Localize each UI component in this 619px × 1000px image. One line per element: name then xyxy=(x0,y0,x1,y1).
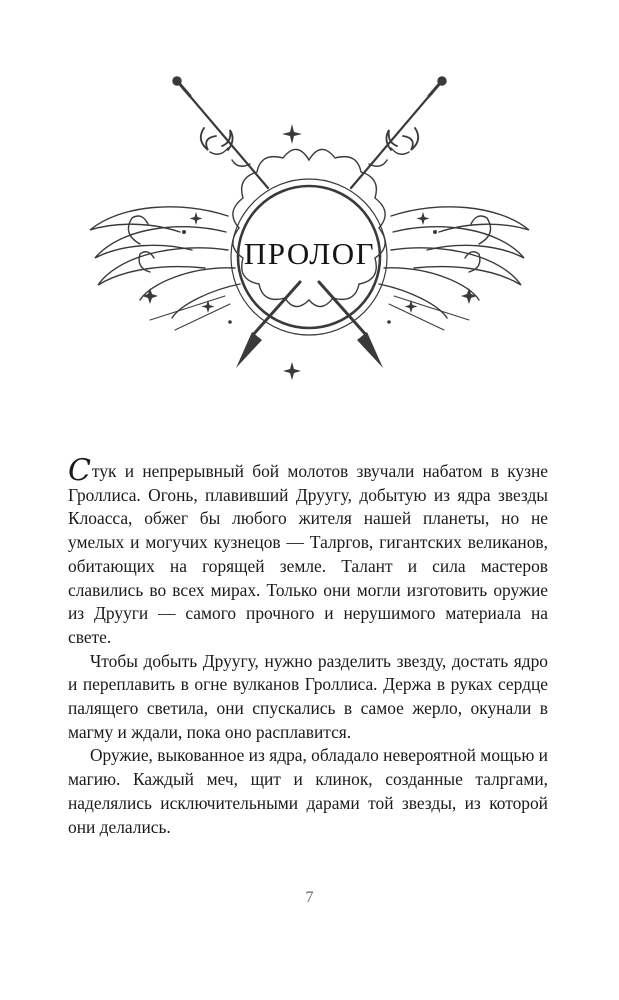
paragraph: Чтобы добыть Друугу, нужно разделить звезду, достать ядро и переплавить в огне вулканов Гроллиса. Держа в руках сердце палящего светила, они спускались в самое жерло, окунали в магму и ждали, пока оно расплавится. xyxy=(68,650,548,742)
paragraph: Оружие, выкованное из ядра, обладало невероятной мощью и магию. Каждый меч, щит и клинок, созданные талргами, наделялись исключительными дарами той звезды, из которой они делались. xyxy=(68,745,548,837)
dropcap: С xyxy=(68,453,91,488)
chapter-title: ПРОЛОГ xyxy=(243,236,376,271)
medallion-frame xyxy=(233,149,385,306)
left-sword-icon xyxy=(173,77,300,368)
paragraph xyxy=(68,453,548,650)
body-text xyxy=(68,453,548,839)
page-number: 7 xyxy=(305,889,314,906)
paragraph-text: тук и непрерывный бой молотов звучали набатом в кузне Гроллиса. Огонь, плавивший Друугу, добытую из ядра звезды Клоасса, обжег бы любого жителя нашей планеты, но не умелых и могучих кузнецов — Талргов, гигантских великанов, обитающих на горящей земле. Талант и сила мастеров славились во всех мирах. Только они могли изготовить оружие из Друуги — самого прочного и нерушимого материала на свете. xyxy=(68,461,548,647)
